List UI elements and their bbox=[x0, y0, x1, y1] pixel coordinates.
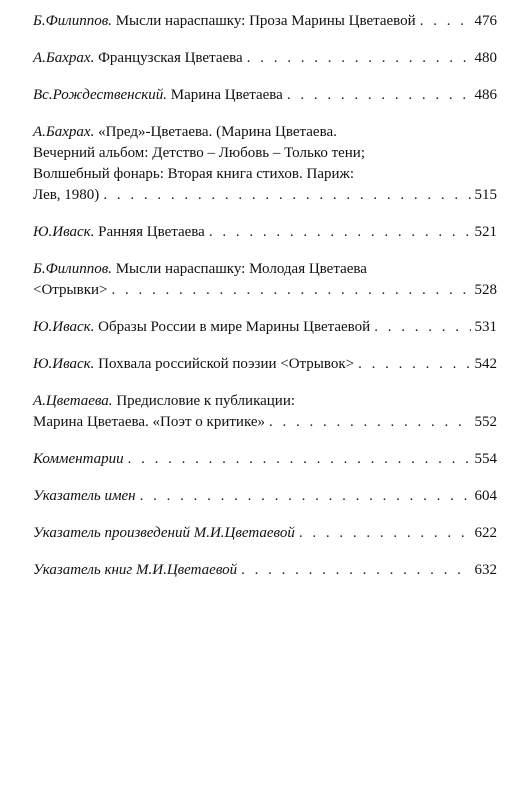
toc-page-number: 528 bbox=[474, 282, 497, 298]
toc-author: Б.Филиппов. bbox=[33, 261, 112, 277]
toc-entry bbox=[33, 317, 497, 338]
dot-leader bbox=[358, 354, 470, 375]
toc-line bbox=[33, 11, 497, 32]
toc-line bbox=[33, 222, 497, 243]
toc-line bbox=[33, 259, 497, 280]
toc-author: Ю.Иваск. bbox=[33, 319, 95, 335]
dot-leader bbox=[241, 560, 470, 581]
toc-title: Французская Цветаева bbox=[98, 50, 243, 66]
toc-title-continuation: Марина Цветаева. «Поэт о критике» bbox=[33, 414, 266, 430]
dot-leader bbox=[269, 412, 470, 433]
dot-leader bbox=[287, 85, 471, 106]
toc-title: Предисловие к публикации: bbox=[116, 393, 296, 409]
toc-line bbox=[33, 143, 497, 164]
toc-title: Похвала российской поэзии <Отрывок> bbox=[98, 356, 355, 372]
dot-leader bbox=[140, 486, 471, 507]
dot-leader bbox=[209, 222, 471, 243]
toc-page-number: 632 bbox=[474, 562, 497, 578]
dot-leader bbox=[299, 523, 471, 544]
toc-entry bbox=[33, 122, 497, 206]
toc-section-title: Указатель книг М.И.Цветаевой bbox=[33, 562, 238, 578]
toc-page-number: 480 bbox=[474, 50, 497, 66]
toc-line bbox=[33, 523, 497, 544]
toc-entry bbox=[33, 523, 497, 544]
toc-section-title: Указатель произведений М.И.Цветаевой bbox=[33, 525, 295, 541]
toc-line bbox=[33, 122, 497, 143]
toc-line bbox=[33, 317, 497, 338]
toc-line bbox=[33, 185, 497, 206]
toc-line bbox=[33, 449, 497, 470]
toc-line bbox=[33, 85, 497, 106]
dot-leader bbox=[103, 185, 470, 206]
toc-title: Мысли нараспашку: Молодая Цветаева bbox=[115, 261, 367, 277]
toc-author: А.Бахрах. bbox=[33, 50, 95, 66]
toc-entry bbox=[33, 85, 497, 106]
toc-author: Ю.Иваск. bbox=[33, 224, 95, 240]
toc-page-number: 515 bbox=[474, 187, 497, 203]
toc-entry bbox=[33, 48, 497, 69]
toc-title-continuation: Лев, 1980) bbox=[33, 187, 100, 203]
toc-page-number: 604 bbox=[474, 488, 497, 504]
toc-title-continuation: Волшебный фонарь: Вторая книга стихов. Париж: bbox=[33, 166, 355, 182]
toc-page-number: 542 bbox=[474, 356, 497, 372]
toc-author: А.Бахрах. bbox=[33, 124, 95, 140]
toc-title: Мысли нараспашку: Проза Марины Цветаевой bbox=[115, 13, 416, 29]
toc-page-number: 622 bbox=[474, 525, 497, 541]
toc-title-continuation: <Отрывки> bbox=[33, 282, 108, 298]
toc-entry bbox=[33, 560, 497, 581]
toc-line bbox=[33, 48, 497, 69]
toc-title: «Пред»-Цветаева. (Марина Цветаева. bbox=[98, 124, 337, 140]
toc-page-number: 476 bbox=[474, 13, 497, 29]
dot-leader bbox=[374, 317, 470, 338]
toc-title: Марина Цветаева bbox=[170, 87, 283, 103]
toc-entry bbox=[33, 259, 497, 301]
toc-title: Ранняя Цветаева bbox=[98, 224, 205, 240]
toc-entry bbox=[33, 354, 497, 375]
toc-title: Образы России в мире Марины Цветаевой bbox=[98, 319, 371, 335]
toc-page-number: 531 bbox=[474, 319, 497, 335]
toc-line bbox=[33, 486, 497, 507]
toc-author: А.Цветаева. bbox=[33, 393, 113, 409]
dot-leader bbox=[420, 11, 471, 32]
toc-page-number: 521 bbox=[474, 224, 497, 240]
toc-line bbox=[33, 391, 497, 412]
toc-page-number: 552 bbox=[474, 414, 497, 430]
toc-page-number: 486 bbox=[474, 87, 497, 103]
dot-leader bbox=[247, 48, 471, 69]
toc-line bbox=[33, 164, 497, 185]
dot-leader bbox=[111, 280, 470, 301]
toc-line bbox=[33, 280, 497, 301]
toc-author: Б.Филиппов. bbox=[33, 13, 112, 29]
toc-line bbox=[33, 412, 497, 433]
dot-leader bbox=[128, 449, 471, 470]
toc-title-continuation: Вечерний альбом: Детство – Любовь – Только тени; bbox=[33, 145, 366, 161]
toc-section-title: Указатель имен bbox=[33, 488, 136, 504]
toc-entry bbox=[33, 486, 497, 507]
toc-line bbox=[33, 560, 497, 581]
toc-entry bbox=[33, 391, 497, 433]
toc-page-number: 554 bbox=[474, 451, 497, 467]
table-of-contents bbox=[33, 11, 497, 597]
toc-section-title: Комментарии bbox=[33, 451, 124, 467]
toc-entry bbox=[33, 11, 497, 32]
toc-author: Ю.Иваск. bbox=[33, 356, 95, 372]
toc-line bbox=[33, 354, 497, 375]
toc-author: Вс.Рождественский. bbox=[33, 87, 168, 103]
toc-entry bbox=[33, 222, 497, 243]
toc-entry bbox=[33, 449, 497, 470]
